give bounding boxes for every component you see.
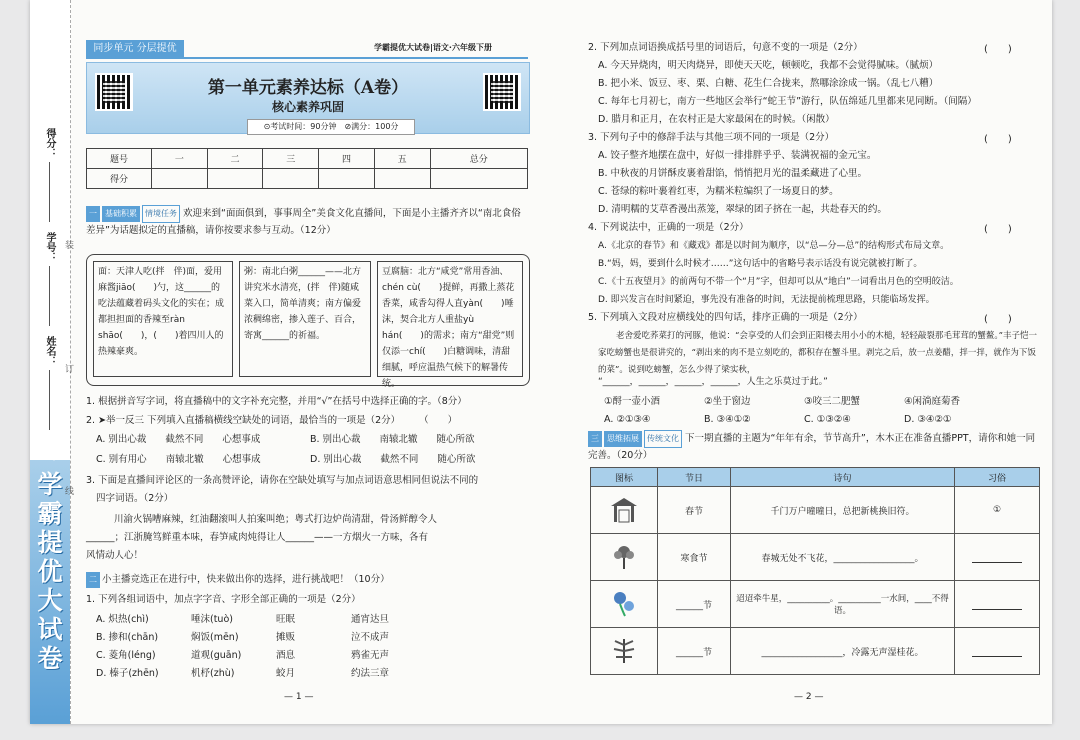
custom-cell[interactable]	[955, 628, 1040, 675]
score-cell[interactable]	[430, 169, 527, 189]
option[interactable]: D. 即兴发言在时间紧迫，事先没有准备的时间，无法提前梳理思路，只能临场发挥。	[598, 295, 935, 305]
festival-name: 寒食节	[658, 534, 731, 581]
name-line	[49, 370, 50, 430]
page-number: — 2 —	[794, 692, 824, 702]
table-row	[591, 581, 1040, 628]
broadcast-script-box	[86, 254, 530, 389]
option[interactable]: C.《十五夜望月》的前两句不带一个“月”字，但却可以从“地白”一词看出月色的空明皎洁。	[598, 277, 959, 287]
score-cell[interactable]	[374, 169, 430, 189]
flower-icon	[609, 541, 639, 571]
option-word: 鸦雀无声	[351, 650, 390, 661]
sentence-item: ①酹一壶小酒	[604, 396, 661, 407]
passage-text: 斗里。剥完之后，放一点姜醋，拌一拌，就作为下饭的菜”。说到吃螃蟹，怎么少得了梁实秋，	[598, 348, 1036, 375]
icon-cell	[591, 581, 658, 628]
exam-title: 第一单元素养达标（A卷）	[207, 78, 409, 98]
seat-label: 学号：	[44, 232, 55, 262]
option[interactable]: D. ③④②①	[904, 414, 952, 425]
score-line	[49, 162, 50, 222]
option[interactable]: A. 今天异烧肉，明天肉烧异，即使天天吃，顿顿吃，我都不会觉得腻味。（腻烦）	[598, 60, 939, 71]
question-4: 1. 下列各组词语中，加点字字音、字形全部正确的一项是（2分）	[86, 594, 361, 605]
spine-title: 学霸提优大试卷	[37, 470, 63, 673]
option-row[interactable]	[96, 612, 389, 628]
exam-meta: ⊙考试时间：90分钟 ⊘满分：100分	[247, 119, 415, 135]
osmanthus-icon	[609, 635, 639, 665]
poem-cell: 千门万户曈曈日，总把新桃换旧符。	[731, 487, 955, 534]
table-header: 诗句	[731, 468, 955, 487]
section-tag: 思维拓展	[604, 431, 642, 447]
comment-line: 风情动人心！	[86, 550, 144, 561]
table-row	[591, 487, 1040, 534]
passage-text: 老舍爱吃荞菜打的河豚，他说：“会享受的人们会到正阳楼去用小小的木槌，轻轻敲裂那毛茸茸的蟹鳌。”丰子恺一家吃螃蟹也是很讲究的，“剥出来的肉不是立刻吃的，都积存在蟹	[598, 331, 1037, 358]
section-text: 欢迎来到“面面俱到，事事周全”美食文化直播间，下面是小主播齐齐以“南北食俗差异”为话题拟定的直播稿，请你按要求参与互动。（12分）	[86, 208, 521, 236]
unit-tag: 同步单元 分层提优	[86, 40, 184, 57]
option-word: 焖饭(mēn)	[191, 632, 239, 643]
section-number: 三	[588, 431, 602, 447]
score-label: 得分：	[44, 128, 55, 158]
table-row	[591, 534, 1040, 581]
option[interactable]: B.“妈，妈，要到什么时候才……”这句话中的省略号表示话没有说完就被打断了。	[598, 259, 923, 269]
icon-cell	[591, 628, 658, 675]
passage-blanks: “______，______，______，______，人生之乐莫过于此。”	[598, 377, 828, 387]
option[interactable]: C. 苍绿的粽叶裹着红枣，为糯米粒编织了一场夏日的梦。	[598, 186, 839, 197]
option-word: 蛟月	[276, 668, 296, 679]
script-porridge: 粥：南北白粥______——北方讲究米水清亮，(拌 伴)随咸菜入口，简单清爽；南方偏爱浓稠绵密，掺入莲子、百合，寄寓______的祈福。	[239, 261, 371, 377]
option-word: 泣不成声	[351, 632, 390, 643]
section-1-heading	[86, 205, 526, 239]
poem-cell[interactable]: __________________，冷露无声湿桂花。	[731, 628, 955, 675]
section-tag: 情境任务	[142, 205, 180, 223]
option-row[interactable]	[96, 666, 389, 682]
section-number: 二	[86, 572, 100, 588]
question-1: 1. 根据拼音写字词，将直播稿中的文字补充完整，并用“√”在括号中选择正确的字。（8分）	[86, 396, 467, 407]
name-label: 姓名：	[44, 336, 55, 366]
question-5-p2: 5. 下列填入文段对应横线处的四句话，排序正确的一项是（2分）	[588, 312, 863, 323]
score-header: 三	[263, 149, 319, 169]
answer-paren: ( )	[984, 224, 1012, 235]
festival-table	[590, 467, 1040, 675]
custom-cell[interactable]	[955, 534, 1040, 581]
score-header: 四	[319, 149, 375, 169]
exam-subtitle: 核心素养巩固	[271, 100, 344, 114]
option[interactable]: B. 别出心裁 南辕北辙 随心所欲	[310, 434, 475, 445]
cut-mark: 装	[65, 241, 75, 251]
page-2	[544, 0, 1044, 724]
option[interactable]: D. 清明糯的艾草香漫出蒸笼，翠绿的团子挤在一起，共赴春天的约。	[598, 204, 887, 215]
script-tofu: 豆腐脑：北方“咸党”常用香油、chén cù( )提鲜，再撒上蒸花香菜，咸香勾得人直yàn( )唾沫，契合北方人重盐yù hán( )的需求；南方“甜党”则仅添一chí( )白糖调味，清甜细腻，呼应温热气候下的解暑传统。	[377, 261, 523, 377]
option[interactable]: B. ③④①②	[704, 414, 751, 425]
table-header: 图标	[591, 468, 658, 487]
question-3: 3. 下面是直播间评论区的一条高赞评论，请你在空缺处填写与加点词语意思相同但说法不同的	[86, 475, 479, 486]
question-2: 2. ➤举一反三 下列填入直播稿横线空缺处的词语，最恰当的一项是（2分） （ ）	[86, 415, 458, 426]
custom-cell[interactable]: ①	[955, 487, 1040, 534]
sentence-item: ②坐于窗边	[704, 396, 751, 407]
score-header: 五	[374, 149, 430, 169]
option[interactable]: D. 腊月和正月，在农村正是大家最闲在的时候。（闲散）	[598, 114, 835, 125]
question-4-p2: 4. 下列说法中，正确的一项是（2分）	[588, 222, 749, 233]
festival-name: 春节	[658, 487, 731, 534]
series-label: 学霸提优大试卷|语文·六年级下册	[374, 43, 492, 52]
score-header: 二	[207, 149, 263, 169]
score-row-label: 得分	[87, 169, 152, 189]
answer-paren: ( )	[984, 314, 1012, 325]
header-rule	[86, 57, 528, 59]
comment-line: ______；江浙腌笃鲜重本味，春笋咸肉炖得让人______——一方烟火一方味，各有	[86, 532, 429, 543]
option-word: 机杼(zhù)	[191, 668, 235, 679]
table-header: 习俗	[955, 468, 1040, 487]
festival-name[interactable]: ______节	[658, 581, 731, 628]
festival-name[interactable]: ______节	[658, 628, 731, 675]
option-row[interactable]	[96, 648, 389, 664]
icon-cell	[591, 487, 658, 534]
cut-mark: 线	[65, 487, 75, 497]
answer-paren: ( )	[984, 44, 1012, 55]
icon-cell	[591, 534, 658, 581]
score-cell[interactable]	[263, 169, 319, 189]
option[interactable]: A.《北京的春节》和《藏戏》都是以时间为顺序，以“总—分—总”的结构形式布局文章。	[598, 241, 950, 251]
option[interactable]: B. 中秋夜的月饼酥皮裹着甜馅，悄悄把月光的温柔藏进了心里。	[598, 168, 868, 179]
option-word: 摊贩	[276, 632, 296, 643]
page-1	[74, 0, 520, 724]
option[interactable]: C. 别有用心 南辕北辙 心想事成	[96, 454, 261, 465]
question-3-cont: 四字词语。（2分）	[96, 493, 174, 504]
option[interactable]: A. 别出心裁 截然不同 心想事成	[96, 434, 261, 445]
option-word: D. 榛子(zhēn)	[96, 668, 159, 679]
score-cell[interactable]	[207, 169, 263, 189]
class-label: 班级：	[44, 434, 55, 464]
poem-cell[interactable]: 迢迢牵牛星，__________。__________一水间，____不得语。	[731, 581, 955, 628]
score-cell[interactable]	[319, 169, 375, 189]
table-row	[591, 628, 1040, 675]
custom-cell[interactable]	[955, 581, 1040, 628]
option[interactable]: D. 别出心裁 截然不同 随心所欲	[310, 454, 476, 465]
sentence-item: ④闲淌庭菊香	[904, 396, 961, 407]
score-cell[interactable]	[152, 169, 208, 189]
script-noodles: 面：天津人吃(拌 伴)面，爱用麻酱jiāo( )勺，这______的吃法蕴藏着码头文化的实在；成都担担面的香辣至ràn shāo( )，( )着四川人的热辣豪爽。	[93, 261, 233, 377]
option-word: A. 炽热(chì)	[96, 614, 149, 625]
score-header: 一	[152, 149, 208, 169]
section-number: 一	[86, 206, 100, 222]
seat-line	[49, 266, 50, 326]
score-header: 总分	[430, 149, 527, 169]
morning-glory-icon	[609, 588, 639, 618]
question-2-p2: 2. 下列加点词语换成括号里的词语后，句意不变的一项是（2分）	[588, 42, 863, 53]
option-word: 唾沫(tuò)	[191, 614, 233, 625]
option-word: C. 菱角(léng)	[96, 650, 156, 661]
option[interactable]: B. 把小米、饭豆、枣、栗、白糖、花生仁合拢来，熬哪涂涂成一锅。（乱七八糟）	[598, 78, 939, 89]
section-tag: 传统文化	[644, 430, 682, 448]
option-word: 旺眠	[276, 614, 296, 625]
section-text: 下一期直播的主题为“年年有余，节节高升”，木木正在准备直播PPT，请你和她一同完善。（20分）	[588, 433, 1036, 461]
score-header: 题号	[87, 149, 152, 169]
option-word: 约法三章	[351, 668, 390, 679]
section-3-heading	[588, 430, 1044, 464]
exam-sheet	[30, 0, 1052, 724]
option-word: B. 掺和(chān)	[96, 632, 159, 643]
score-table	[86, 148, 528, 189]
option-word: 道观(guān)	[191, 650, 242, 661]
page-number: — 1 —	[284, 692, 314, 702]
question-3-p2: 3. 下列句子中的修辞手法与其他三项不同的一项是（2分）	[588, 132, 835, 143]
table-header: 节日	[658, 468, 731, 487]
gate-icon	[609, 494, 639, 524]
binding-strip	[30, 0, 75, 724]
answer-paren: ( )	[984, 134, 1012, 145]
options-row[interactable]	[604, 412, 951, 428]
comment-line: 川渝火锅嘈麻辣，红油翻滚叫人拍案叫绝；粤式打边炉尚清甜，骨汤鲜醇令人	[114, 514, 438, 525]
option[interactable]: A. 饺子整齐地摆在盘中，好似一排排胖乎乎、装满祝福的金元宝。	[598, 150, 877, 161]
option[interactable]: C. ①③②④	[804, 414, 851, 425]
option-word: 酒息	[276, 650, 296, 661]
option[interactable]: C. 每年七月初七，南方一些地区会举行“蛇王节”游行，队伍绵延几里都来见同断。（间隔）	[598, 96, 977, 107]
option[interactable]: A. ②①③④	[604, 414, 651, 425]
cut-mark: 订	[65, 365, 75, 375]
passage	[598, 328, 1044, 379]
poem-cell[interactable]: 春城无处不飞花，__________________。	[731, 534, 955, 581]
option-row[interactable]	[96, 630, 389, 646]
option-word: 通宵达旦	[351, 614, 390, 625]
section-2-heading	[86, 572, 526, 588]
section-text: 小主播竞选正在进行中，快来做出你的选择，进行挑战吧！（10分）	[102, 574, 390, 585]
section-tag: 基础积累	[102, 206, 140, 222]
title-banner	[86, 62, 530, 134]
sentence-item: ③咬三二肥蟹	[804, 396, 861, 407]
items-row	[604, 394, 960, 410]
